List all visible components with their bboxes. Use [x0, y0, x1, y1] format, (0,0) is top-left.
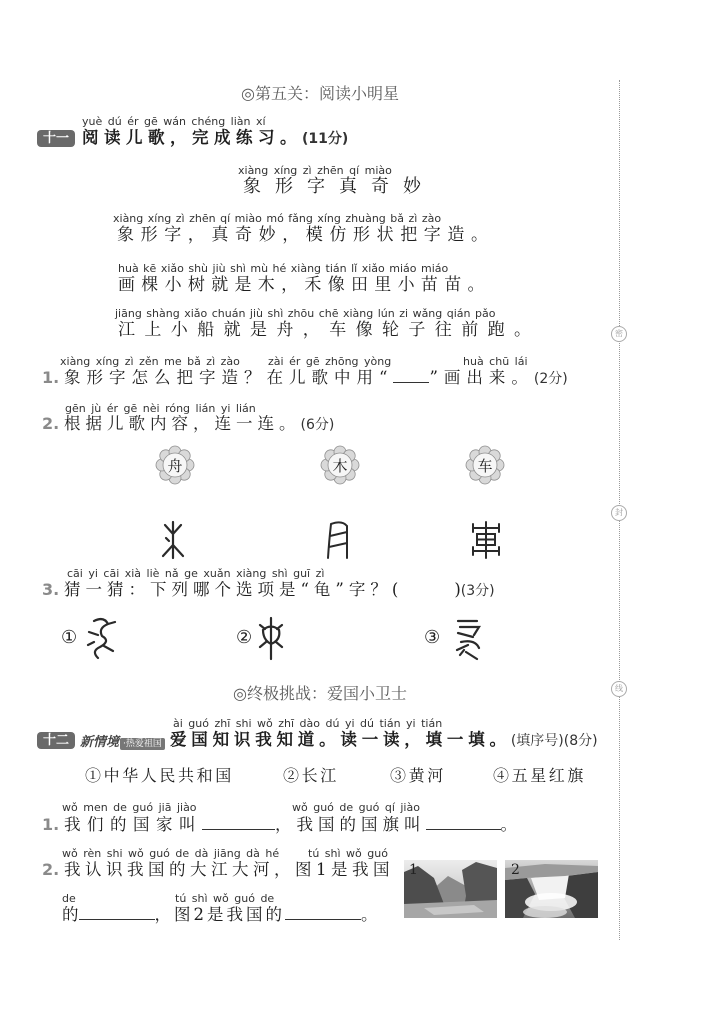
- section-12-badge: 十二: [37, 732, 75, 749]
- poem-line-2-pinyin: huà kē xiǎo shù jiù shì mù hé xiàng tián lǐ xiǎo miáo miáo: [118, 262, 449, 275]
- question-2: [42, 414, 334, 434]
- final-q1-pinyin-b: wǒ guó de guó qí jiào: [292, 801, 420, 814]
- poem-line-3-pinyin: jiāng shàng xiǎo chuán jiù shì zhōu chē xiàng lún zi wǎng qián pǎo: [115, 307, 496, 320]
- answer-option-2: ②长江: [283, 766, 339, 785]
- flower-char-zhou: 舟: [167, 457, 183, 475]
- ancient-glyph-mu-icon: [155, 520, 191, 560]
- context-tag-main: 新情境: [80, 735, 120, 750]
- q1-pinyin-b: zài ér gē zhōng yòng: [268, 355, 392, 368]
- margin-mark-feng: 封: [611, 505, 627, 521]
- ancient-glyph-che-icon: [468, 520, 504, 560]
- q3-pinyin: cāi yi cāi xià liè nǎ ge xuǎn xiàng shì guī zì: [67, 567, 325, 580]
- flower-badge-mu: [320, 445, 360, 485]
- question-3: [42, 580, 495, 600]
- section-12-heading-text: 爱国知识我知道。读一读，填一填。: [170, 730, 511, 749]
- q2-score: (6分): [300, 417, 335, 433]
- q2-pinyin: gēn jù ér gē nèi róng lián yi lián: [65, 402, 256, 415]
- q3-answer-open: (: [391, 580, 399, 599]
- q3-score: (3分): [460, 583, 495, 599]
- final-q1-part3: 。: [500, 815, 517, 834]
- q3-answer-close: ): [454, 580, 461, 599]
- final-q2-line1-pinyin-a: wǒ rèn shi wǒ guó de dà jiāng dà hé: [62, 847, 280, 860]
- section-12-note: (填序号): [510, 733, 564, 749]
- question-number: 1.: [42, 815, 60, 834]
- question-number: 1.: [42, 368, 60, 387]
- final-q2-blank-2: [285, 905, 361, 920]
- context-tag: [80, 732, 165, 753]
- section-12-score: (8分): [563, 733, 598, 749]
- question-number: 2.: [42, 860, 60, 879]
- section-11-pinyin: yuè dú ér gē wán chéng liàn xí: [82, 115, 266, 128]
- poem-title-pinyin: xiàng xíng zì zhēn qí miào: [238, 164, 392, 177]
- q1-score: (2分): [533, 371, 568, 387]
- photo-1-label: 1: [409, 862, 418, 878]
- photo-1-river-gorge: [404, 860, 497, 918]
- q3-option-3-label: ③: [424, 627, 441, 648]
- answer-option-4: ④五星红旗: [493, 766, 587, 785]
- margin-mark-mi: 密: [611, 326, 627, 342]
- final-q2-line1-pinyin-b: tú shì wǒ guó: [308, 847, 388, 860]
- level5-title: ◎第五关：阅读小明星: [241, 84, 399, 103]
- final-q1-pinyin-a: wǒ men de guó jiā jiào: [62, 801, 197, 814]
- q3-option-2-glyph-icon: [257, 615, 287, 663]
- question-1: [42, 368, 568, 388]
- final-q2-line2-part1: 的: [62, 905, 79, 924]
- final-q2-line2-part3: 。: [361, 905, 378, 924]
- poem-line-2: 画棵小树就是木，禾像田里小苗苗。: [118, 275, 491, 295]
- final-q2-blank-1: [79, 905, 155, 920]
- q3-option-2-label: ②: [236, 627, 253, 648]
- q1-text-before: 象形字怎么把字造？在儿歌中用“: [64, 368, 394, 387]
- section-11-heading-text: 阅读儿歌，完成练习。: [82, 128, 302, 147]
- poem-line-1-pinyin: xiàng xíng zì zhēn qí miào mó fǎng xíng zhuàng bǎ zì zào: [113, 212, 442, 225]
- final-q1-part1: 我们的国家叫: [64, 815, 202, 834]
- section-11-score: (11分): [302, 131, 349, 147]
- final-q2-line2-pinyin-a: de: [62, 892, 76, 905]
- context-tag-sub: ·热爱祖国: [120, 738, 165, 750]
- q2-text: 根据儿歌内容，连一连。: [64, 414, 301, 433]
- final-q1-blank-2: [426, 815, 501, 830]
- question-number: 3.: [42, 580, 60, 599]
- q3-text: 猜一猜：下列哪个选项是“龟”字？: [64, 580, 392, 599]
- final-q2-line2-pinyin-b: tú shì wǒ guó de: [175, 892, 275, 905]
- flower-char-che: 车: [477, 457, 493, 475]
- q3-option-1-glyph-icon: [84, 615, 118, 663]
- flower-badge-che: [465, 445, 505, 485]
- poem-line-1: 象形字，真奇妙，模仿形状把字造。: [117, 225, 495, 245]
- section-11-heading: [82, 128, 348, 148]
- photo-2-label: 2: [511, 862, 520, 878]
- final-q1-blank-1: [202, 815, 275, 830]
- answer-option-1: ①中华人民共和国: [85, 766, 234, 785]
- final-question-2-line-2: [62, 905, 378, 925]
- question-number: 2.: [42, 414, 60, 433]
- section-11-badge: 十一: [37, 130, 75, 147]
- final-title: ◎终极挑战：爱国小卫士: [233, 684, 407, 703]
- section-12-pinyin: ài guó zhī shi wǒ zhī dào dú yi dú tián yi tián: [173, 717, 443, 730]
- q1-pinyin-c: huà chū lái: [463, 355, 528, 368]
- q1-text-after: ”画出来。: [429, 368, 534, 387]
- final-q2-line1: 我认识我国的大江大河，图1是我国: [64, 860, 394, 879]
- q3-option-1-label: ①: [61, 627, 78, 648]
- ancient-glyph-zhou-icon: [322, 520, 354, 560]
- q1-blank: [393, 368, 429, 383]
- section-12-heading: [170, 730, 598, 750]
- flower-badge-zhou: [155, 445, 195, 485]
- final-q2-line2-part2: ，图2是我国的: [154, 905, 285, 924]
- final-question-2-line-1: [42, 860, 394, 880]
- q3-option-3-glyph-icon: [452, 615, 486, 663]
- final-question-1: [42, 815, 517, 835]
- poem-line-3: 江上小船就是舟，车像轮子往前跑。: [118, 320, 541, 340]
- final-q1-part2: ，我国的国旗叫: [275, 815, 426, 834]
- q1-pinyin-a: xiàng xíng zì zěn me bǎ zì zào: [60, 355, 240, 368]
- margin-mark-xian: 线: [611, 681, 627, 697]
- poem-title: 象形字真奇妙: [243, 176, 435, 197]
- answer-option-3: ③黄河: [390, 766, 446, 785]
- flower-char-mu: 木: [332, 457, 348, 475]
